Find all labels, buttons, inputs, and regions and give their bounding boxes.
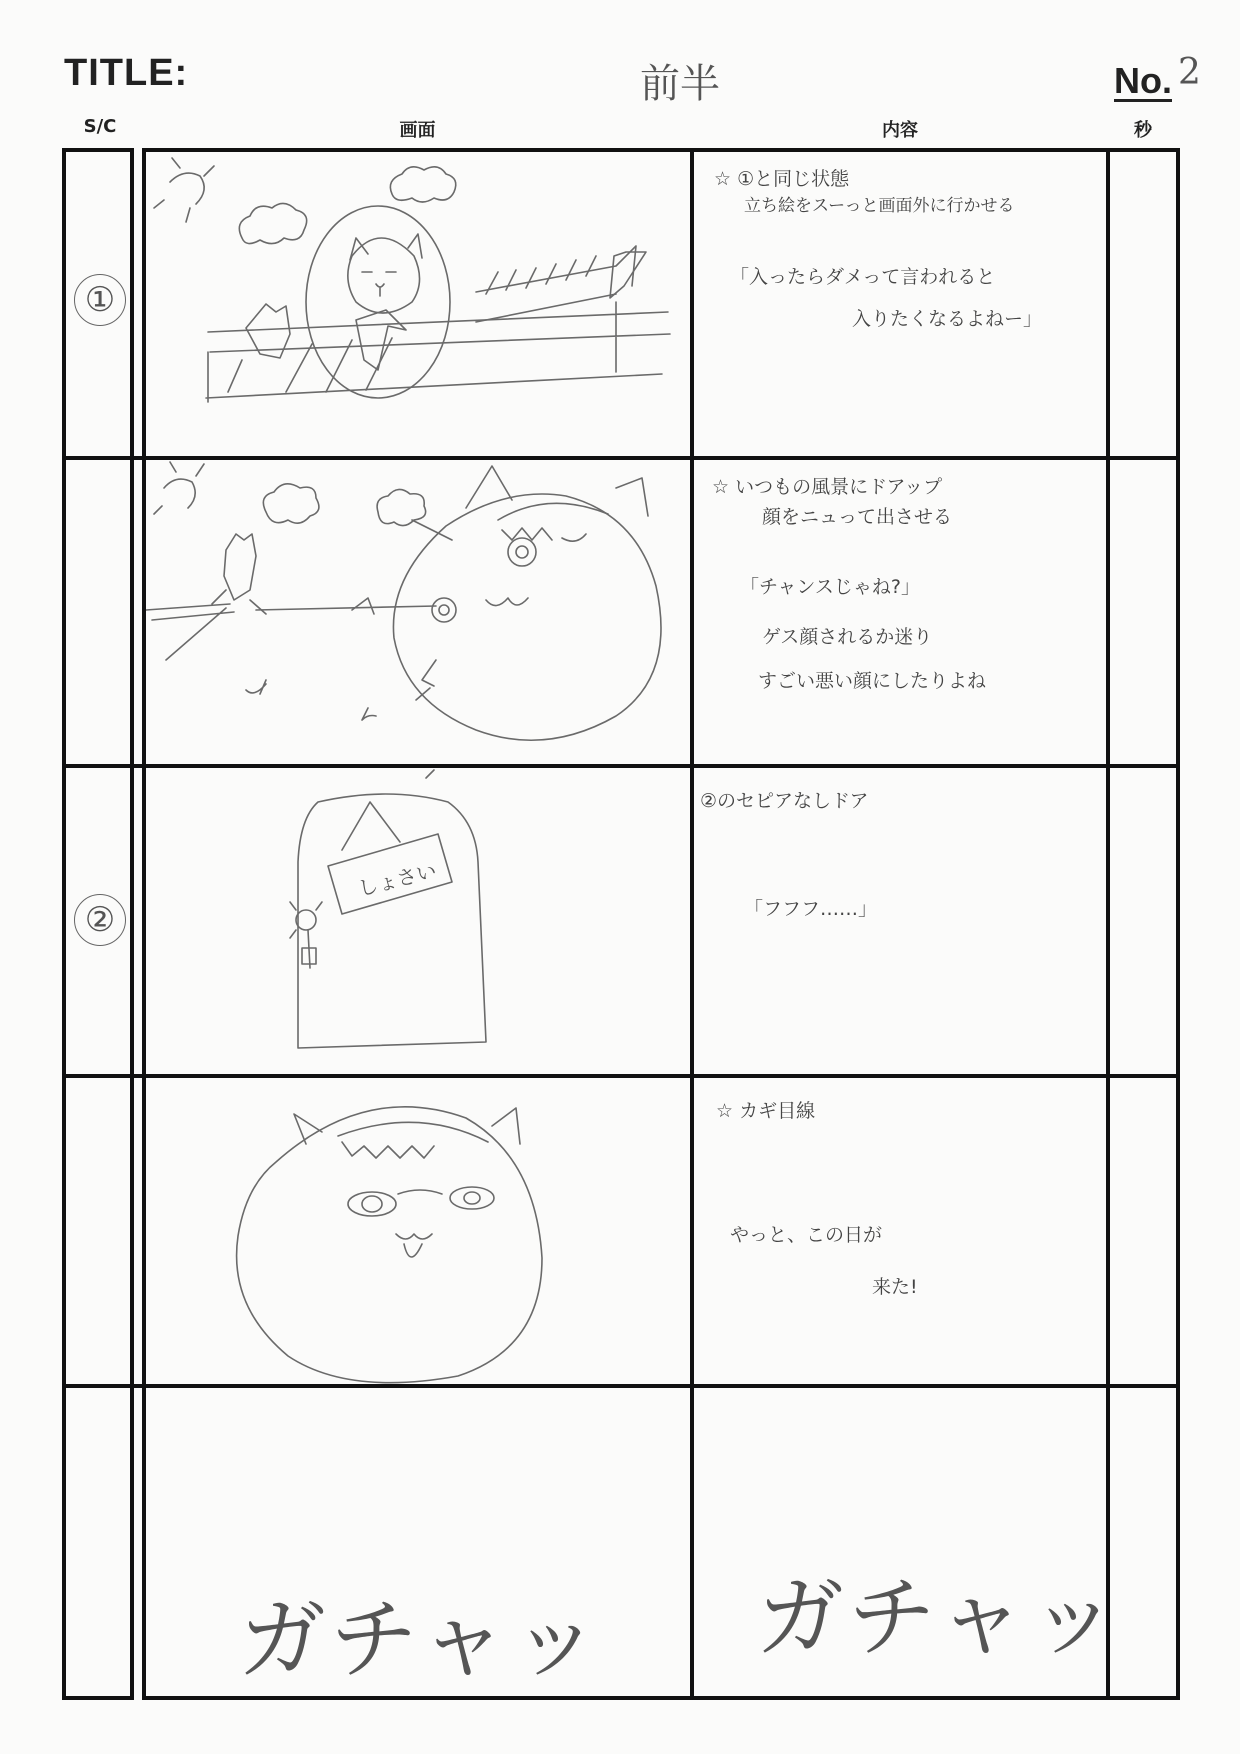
cut-note: ☆ ①と同じ状態 — [714, 168, 850, 190]
column-header-content: 内容 — [882, 120, 918, 141]
cut-dialogue: やっと、この日が — [730, 1224, 883, 1246]
cut-dialogue: 「入ったらダメって言われると — [730, 266, 996, 288]
cut-note: 顔をニュって出させる — [762, 506, 953, 528]
door-sign-text: しょさい — [355, 858, 439, 901]
column-header-sc: S/C — [83, 116, 117, 137]
scene-number: ① — [74, 274, 126, 326]
title-label: TITLE: — [64, 52, 189, 94]
cut-dialogue: 「チャンスじゃね?」 — [740, 576, 920, 598]
cut-note: ②のセピアなしドア — [700, 790, 869, 812]
cut-note: ゲス顔されるか迷り — [762, 626, 933, 648]
column-header-screen: 画面 — [399, 120, 436, 141]
sketch-door-scene — [146, 768, 690, 1074]
row-divider — [62, 1384, 1180, 1388]
cut-dialogue: 入りたくなるよねー」 — [852, 308, 1043, 330]
title-value: 前半 — [640, 61, 720, 107]
page-number-label: No. — [1114, 60, 1172, 101]
cut-note: 立ち絵をスーっと画面外に行かせる — [744, 196, 1015, 216]
cut-note: すごい悪い顔にしたりよね — [758, 670, 987, 692]
scene-number: ② — [74, 894, 126, 946]
sketch-cat-face-scene — [146, 1078, 690, 1384]
divider-screen-content — [690, 148, 694, 1700]
content-sound-effect: ガチャッ — [756, 1566, 1122, 1669]
page-number-value: 2 — [1178, 52, 1201, 93]
divider-content-seconds — [1106, 148, 1110, 1700]
cut-dialogue: 来た! — [872, 1276, 918, 1298]
sketch-cat-closeup-scene — [146, 460, 690, 764]
column-header-seconds: 秒 — [1134, 120, 1152, 141]
sketch-cat-walking-scene — [146, 152, 690, 456]
cut-note: ☆ カギ目線 — [716, 1100, 816, 1122]
cut-dialogue: 「フフフ……」 — [744, 898, 878, 920]
cut-note: ☆ いつもの風景にドアップ — [712, 476, 943, 498]
screen-sound-effect: ガチャッ — [238, 1588, 604, 1691]
